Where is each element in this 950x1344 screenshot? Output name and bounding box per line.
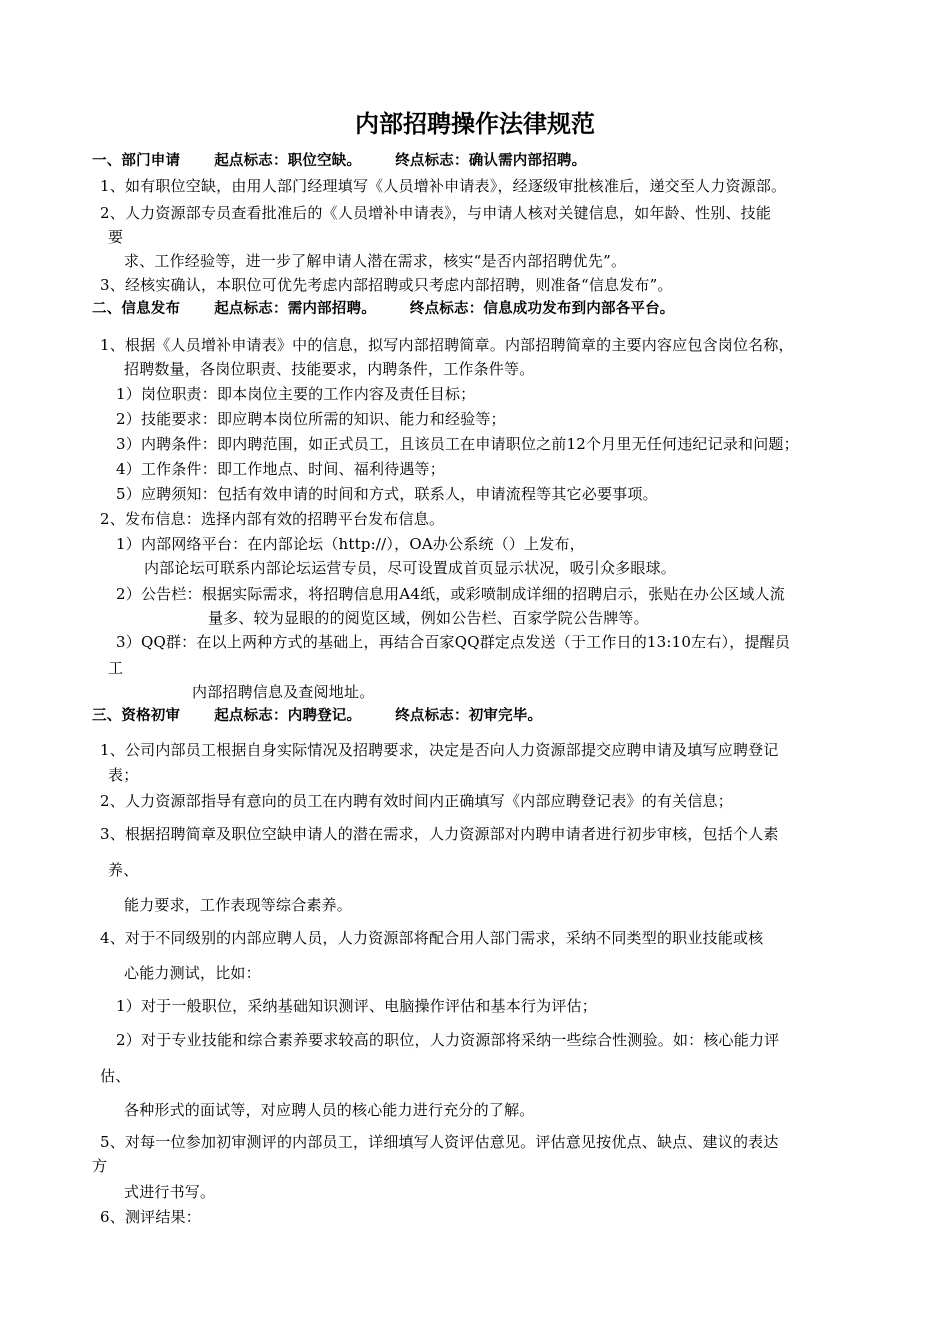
section-2-line: 2、发布信息：选择内部有效的招聘平台发布信息。 [100,510,445,528]
section-2-line: 4）工作条件：即工作地点、时间、福利待遇等； [116,460,445,478]
section-3-line: 2、人力资源部指导有意向的员工在内聘有效时间内正确填写《内部应聘登记表》的有关信息； [100,792,733,810]
section-3-line: 估、 [100,1067,131,1085]
section-2-line: 招聘数量，各岗位职责、技能要求，内聘条件，工作条件等。 [124,360,535,378]
section-1-line: 要 [108,228,124,246]
section-2-line: 2）公告栏：根据实际需求，将招聘信息用A4纸，或彩喷制成详细的招聘启示，张贴在办公区域人流 [116,585,785,603]
section-2-line: 5）应聘须知：包括有效申请的时间和方式，联系人，申请流程等其它必要事项。 [116,485,658,503]
section-2-line: 2）技能要求：即应聘本岗位所需的知识、能力和经验等； [116,410,506,428]
section-1-line: 1、如有职位空缺，由用人部门经理填写《人员增补申请表》，经逐级审批核准后，递交至人力资源部。 [100,177,787,195]
section-2-line: 3）内聘条件：即内聘范围，如正式员工，且该员工在申请职位之前12个月里无任何违纪记录和问题； [116,435,799,453]
section-3-line: 4、对于不同级别的内部应聘人员，人力资源部将配合用人部门需求，采纳不同类型的职业技能或核 [100,929,764,947]
section-1-line: 3、经核实确认，本职位可优先考虑内部招聘或只考虑内部招聘，则准备“信息发布”。 [100,276,673,294]
section-1-heading-row [92,151,586,171]
section-1-start-marker: 起点标志：职位空缺。 [214,153,362,169]
section-3-line: 1）对于一般职位，采纳基础知识测评、电脑操作评估和基本行为评估； [116,997,597,1015]
section-1-line: 2、人力资源部专员查看批准后的《人员增补申请表》，与申请人核对关键信息，如年龄、性别、技能 [100,204,772,222]
section-3-line: 心能力测试，比如： [124,964,261,982]
section-3-line: 6、测评结果： [100,1208,201,1226]
section-3-line: 式进行书写。 [124,1183,216,1201]
section-2-line: 3）QQ群：在以上两种方式的基础上，再结合百家QQ群定点发送（于工作日的13:10左右），提醒员 [116,633,791,651]
section-2-line: 1）岗位职责：即本岗位主要的工作内容及责任目标； [116,385,476,403]
section-3-end-marker: 终点标志：初审完毕。 [395,708,543,724]
section-3-heading-row [92,706,542,726]
section-1-line: 求、工作经验等，进一步了解申请人潜在需求，核实“是否内部招聘优先”。 [124,252,627,270]
section-3-line: 能力要求，工作表现等综合素养。 [124,896,353,914]
section-3-line: 5、对每一位参加初审测评的内部员工，详细填写人资评估意见。评估意见按优点、缺点、建议的表达 [100,1133,779,1151]
section-3-heading: 三、资格初审 [92,708,181,724]
section-3-line: 方 [92,1157,108,1175]
section-2-heading-row [92,299,675,319]
section-3-line: 1、公司内部员工根据自身实际情况及招聘要求，决定是否向人力资源部提交应聘申请及填写应聘登记 [100,741,779,759]
section-3-line: 3、根据招聘简章及职位空缺申请人的潜在需求，人力资源部对内聘申请者进行初步审核，包括个人素 [100,825,779,843]
section-2-line: 量多、较为显眼的的阅览区域，例如公告栏、百家学院公告牌等。 [208,609,649,627]
document-title: 内部招聘操作法律规范 [355,110,595,138]
section-3-line: 各种形式的面试等，对应聘人员的核心能力进行充分的了解。 [124,1101,535,1119]
section-2-line: 1、根据《人员增补申请表》中的信息，拟写内部招聘简章。内部招聘简章的主要内容应包含岗位名称， [100,336,794,354]
section-2-line: 内部招聘信息及查阅地址。 [192,683,375,701]
section-3-line: 养、 [108,861,139,879]
section-1-heading: 一、部门申请 [92,153,181,169]
section-3-line: 表； [108,766,139,784]
section-2-end-marker: 终点标志：信息成功发布到内部各平台。 [409,301,675,317]
section-1-end-marker: 终点标志：确认需内部招聘。 [395,153,587,169]
section-2-line: 工 [108,659,124,677]
section-2-line: 内部论坛可联系内部论坛运营专员，尽可设置成首页显示状况，吸引众多眼球。 [144,559,677,577]
section-2-line: 1）内部网络平台：在内部论坛（http://），OA办公系统（）上发布， [116,535,585,553]
section-2-heading: 二、信息发布 [92,301,181,317]
section-3-start-marker: 起点标志：内聘登记。 [214,708,362,724]
section-3-line: 2）对于专业技能和综合素养要求较高的职位，人力资源部将采纳一些综合性测验。如：核心能力评 [116,1031,780,1049]
section-2-start-marker: 起点标志：需内部招聘。 [214,301,376,317]
